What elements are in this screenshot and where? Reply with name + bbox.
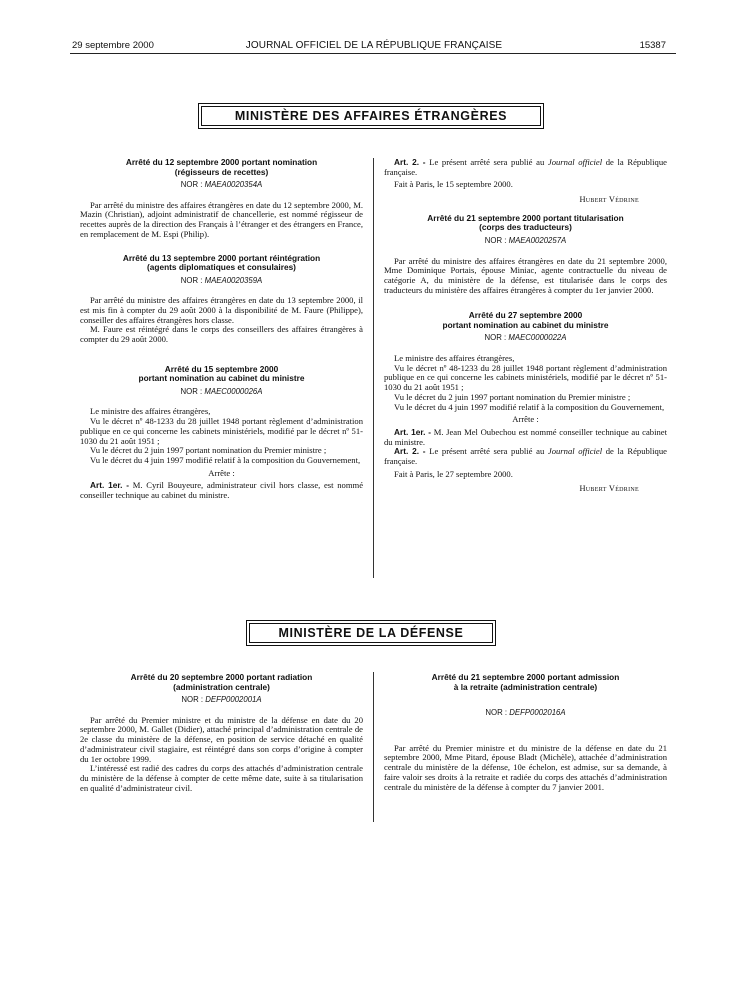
paragraph: Vu le décret nº 48-1233 du 28 juillet 1948 portant règlement d’administration publique en ce qui concerne les cabinets ministériels, modifié par le décret nº 51-1030 du 21 août 1951 ; — [384, 362, 667, 393]
nor-label: NOR : — [180, 180, 203, 189]
article-27-sept — [384, 311, 667, 494]
nor-label: NOR : — [180, 275, 203, 285]
article-subtitle: (régisseurs de recettes) — [174, 166, 269, 177]
journal-officiel-text: Journal officiel — [547, 157, 603, 167]
article-subtitle: portant nomination au cabinet du ministre — [138, 373, 305, 384]
article-1 — [384, 428, 667, 447]
journal-officiel-text: Journal officiel — [547, 446, 603, 457]
nor-reference — [80, 695, 363, 705]
article-text: M. Cyril Bouyeure, administrateur civil hors classe, est nommé conseiller technique au cabinet du ministre. — [80, 480, 364, 501]
signature: Hubert Védrine — [579, 484, 639, 494]
article-text-end: de la République française. — [384, 157, 667, 177]
paragraph: L’intéressé est radié des cadres du corps des attachés d’administration centrale du ministère de la défense à compter de cette même date, suite à sa titularisation en qualité d’administrateur civil. — [80, 763, 363, 793]
column-divider — [373, 672, 374, 822]
article-21-sept-titularisation — [384, 214, 667, 296]
nor-label: NOR : — [181, 695, 204, 704]
paragraph: Par arrêté du ministre des affaires étrangères en date du 13 septembre 2000, il est mis fin à compter du 29 août 2000 à la disponibilité de M. Faure (Philippe), conseiller des affaires étrangères hors classe. — [80, 295, 363, 325]
article-15-sept — [80, 365, 363, 501]
column-divider — [373, 158, 374, 578]
header-rule — [70, 53, 676, 54]
signature: Hubert Védrine — [579, 195, 639, 205]
article-title: Arrêté du 27 septembre 2000 — [468, 310, 583, 321]
article-title: Arrêté du 12 septembre 2000 portant nomination — [125, 157, 318, 167]
article-subtitle: à la retraite (administration centrale) — [453, 681, 598, 692]
ministry-title: MINISTÈRE DES AFFAIRES ÉTRANGÈRES — [201, 106, 541, 126]
paragraph: Vu le décret du 4 juin 1997 modifié relatif à la composition du Gouvernement, — [90, 454, 361, 465]
nor-label: NOR : — [484, 235, 507, 245]
article-1 — [80, 481, 363, 500]
header-date: 29 septembre 2000 — [72, 40, 154, 51]
left-column-defense — [80, 673, 363, 793]
article-label: Art. 2. - — [394, 157, 426, 167]
paragraph: Vu le décret nº 48-1233 du 28 juillet 1948 portant règlement d’administration publique en ce qui concerne les cabinets ministériels, modifié par le décret nº 51-1030 du 21 août 1951 ; — [80, 416, 363, 446]
article-2 — [384, 158, 667, 177]
nor-code: DEFP0002016A — [509, 708, 566, 717]
ministry-heading-defense — [246, 620, 496, 646]
page-number: 15387 — [639, 40, 666, 51]
article-title: Arrêté du 15 septembre 2000 — [164, 363, 279, 374]
article-text-end: de la République française. — [384, 446, 667, 467]
arrete-heading: Arrête : — [512, 414, 539, 425]
right-column-defense — [384, 673, 667, 792]
nor-code: MAEA0020359A — [204, 275, 263, 285]
article-13-sept — [80, 254, 363, 345]
article-label: Art. 2. - — [394, 446, 426, 457]
nor-reference — [80, 387, 363, 397]
paragraph: Vu le décret du 4 juin 1997 modifié relatif à la composition du Gouvernement, — [394, 401, 665, 412]
nor-label: NOR : — [484, 333, 507, 343]
article-label: Art. 1er. - — [394, 426, 432, 437]
ministry-title: MINISTÈRE DE LA DÉFENSE — [249, 623, 493, 643]
article-subtitle: (agents diplomatiques et consulaires) — [147, 262, 296, 273]
right-column-affaires-etrangeres — [384, 158, 667, 494]
paragraph: Par arrêté du Premier ministre et du ministre de la défense en date du 20 septembre 2000, M. Gallet (Didier), attaché principal d’administration centrale de 2e classe du ministère de la défense, en position de service détaché en qualité d’administrateur civil stagiaire, est réintégré dans son corps d’origine à compter du 1er octobre 1999. — [80, 714, 363, 764]
nor-reference — [80, 276, 363, 286]
nor-reference — [384, 236, 667, 246]
nor-reference — [80, 180, 363, 190]
paragraph: Vu le décret du 2 juin 1997 portant nomination du Premier ministre ; — [90, 445, 327, 456]
nor-code: MAEA0020354A — [204, 180, 263, 189]
paragraph: Par arrêté du ministre des affaires étrangères en date du 21 septembre 2000, Mme Dominique Portais, épouse Miniac, agente contractuelle du niveau de catégorie A, du ministère de la défense, est titularisée dans le corps des traducteurs du ministère des affaires étrangères à compter du 1er janvier 2000. — [384, 255, 667, 295]
article-title: Arrêté du 20 septembre 2000 portant radiation — [130, 672, 313, 682]
article-12-sept — [80, 158, 363, 240]
fait-a-paris: Fait à Paris, le 27 septembre 2000. — [394, 468, 513, 479]
article-subtitle: portant nomination au cabinet du ministre — [442, 319, 609, 330]
article-subtitle: (administration centrale) — [173, 681, 270, 692]
article-text: Le présent arrêté sera publié au — [429, 157, 548, 167]
paragraph: Par arrêté du Premier ministre et du ministre de la défense en date du 21 septembre 2000, Mme Pitard, épouse Bladt (Michèle), attachée d’administration centrale du ministère de la défense, 10e échelon, est admise, sur sa demande, à faire valoir ses droits à la retraite et radiée du corps des attachés d’administration centrale du ministère de la défense à compter du 7 janvier 2001. — [384, 742, 667, 792]
paragraph: Le ministre des affaires étrangères, — [394, 353, 515, 364]
nor-label: NOR : — [485, 708, 508, 717]
article-subtitle: (corps des traducteurs) — [479, 222, 572, 233]
paragraph: Par arrêté du ministre des affaires étrangères en date du 12 septembre 2000, M. Mazin (Christian), adjoint administratif de chancellerie, est nommé régisseur de recettes auprès de la direction des Français à l’étranger et des étrangers en France, en remplacement de M. Espi (Philip). — [80, 199, 363, 239]
article-title: Arrêté du 21 septembre 2000 portant admission — [431, 672, 620, 682]
nor-code: MAEC0000022A — [508, 333, 567, 343]
arrete-heading: Arrête : — [208, 467, 235, 478]
left-column-affaires-etrangeres — [80, 158, 363, 501]
article-2 — [384, 447, 667, 466]
article-title: Arrêté du 21 septembre 2000 portant titularisation — [427, 212, 624, 223]
article-label: Art. 1er. - — [90, 480, 130, 491]
fait-a-paris: Fait à Paris, le 15 septembre 2000. — [394, 179, 513, 190]
nor-code: MAEA0020257A — [508, 235, 567, 245]
paragraph: Le ministre des affaires étrangères, — [90, 406, 211, 417]
nor-reference — [384, 333, 667, 343]
nor-code: DEFP0002001A — [205, 695, 262, 704]
nor-label: NOR : — [180, 386, 203, 396]
journal-title: JOURNAL OFFICIEL DE LA RÉPUBLIQUE FRANÇAISE — [245, 40, 503, 51]
paragraph: M. Faure est réintégré dans le corps des conseillers des affaires étrangères à compter du 29 août 2000. — [80, 324, 363, 345]
article-title: Arrêté du 13 septembre 2000 portant réintégration — [122, 252, 321, 263]
paragraph: Vu le décret du 2 juin 1997 portant nomination du Premier ministre ; — [394, 391, 631, 402]
ministry-heading-affaires-etrangeres — [198, 103, 544, 129]
article-text: M. Jean Mel Oubechou est nommé conseiller technique au cabinet du ministre. — [384, 426, 667, 447]
nor-reference — [384, 708, 667, 718]
article-text: Le présent arrêté sera publié au — [429, 446, 548, 457]
nor-code: MAEC0000026A — [204, 386, 263, 396]
